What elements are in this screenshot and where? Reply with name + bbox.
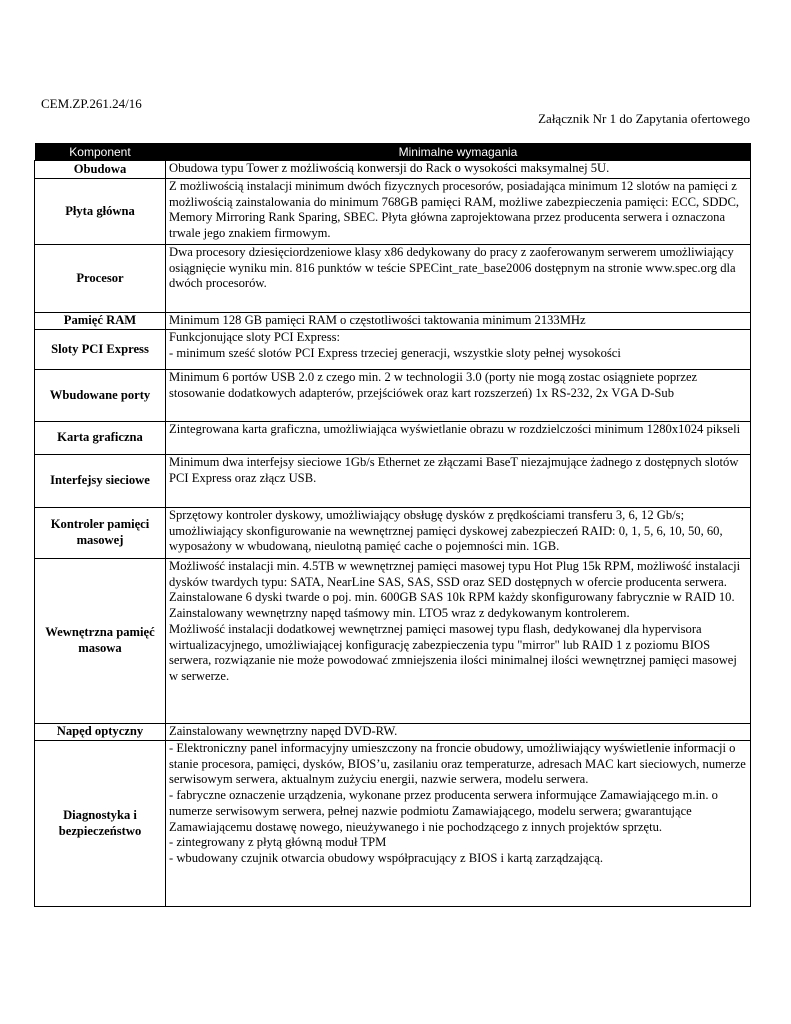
table-row (35, 559, 751, 724)
requirements-cell (166, 724, 751, 741)
requirement-text: Z możliwością instalacji minimum dwóch fizycznych procesorów, posiadająca minimum 12 slotów na pamięci z możliwością zainstalowania do minimum 768GB pamięci RAM, możliwe zabezpieczenia pamięci: ECC, SDDC, Memory Mirroring Rank Sparing, SBEC. Płyta główna zaprojektowana przez producenta serwera i oznaczona trwale jego znakiem firmowym. (169, 179, 740, 241)
requirement-text: - Elektroniczny panel informacyjny umieszczony na froncie obudowy, umożliwiający wyświetlenie informacji o stanie procesora, pamięci, dysków, BIOS’u, zasilaniu oraz temperaturze, adresach MAC kart sieciowych, numerze serwisowym serwera, aktualnym zużyciu energii, nazwie serwera, modelu serwera. (169, 741, 746, 787)
document-reference: CEM.ZP.261.24/16 (41, 96, 142, 111)
table-row (35, 455, 751, 508)
component-cell: Pamięć RAM (35, 313, 166, 330)
requirements-cell (166, 245, 751, 313)
header-requirements: Minimalne wymagania (166, 143, 751, 161)
requirement-text: Zainstalowany wewnętrzny napęd taśmowy min. LTO5 wraz z dedykowanym kontrolerem. (169, 606, 630, 621)
component-cell: Płyta główna (35, 179, 166, 245)
table-row (35, 724, 751, 741)
component-cell: Wewnętrzna pamięć masowa (35, 559, 166, 724)
table-row (35, 370, 751, 422)
requirement-text: Funkcjonujące sloty PCI Express: (169, 330, 341, 344)
requirement-text: Zainstalowany wewnętrzny napęd DVD-RW. (169, 724, 398, 738)
requirement-text: Sprzętowy kontroler dyskowy, umożliwiający obsługę dysków z prędkościami transferu 3, 6, 12 Gb/s; umożliwiający skonfigurowanie na wewnętrznej pamięci dyskowej zabezpieczeń RAID: 0, 1, 5, 6, 10, 50, 60, wyposażony w wbudowaną, nieulotną pamięć cache o pojemności min. 1GB. (169, 508, 723, 554)
requirements-cell (166, 330, 751, 370)
requirements-cell (166, 422, 751, 455)
requirement-text: Możliwość instalacji dodatkowej wewnętrznej pamięci masowej typu flash, dedykowanej dla hypervisora wirtualizacyjnego, umożliwiającej konfigurację zabezpieczenia typu "mirror" lub RAID 1 z poziomu BIOS serwera, rozwiązanie nie może powodować zmniejszenia ilości minimalnej ilości wewnętrznej pamięci masowej w serwerze. (169, 621, 737, 683)
requirement-text: - wbudowany czujnik otwarcia obudowy współpracujący z BIOS i kartą zarządzającą. (169, 850, 603, 865)
component-cell: Kontroler pamięci masowej (35, 508, 166, 559)
requirement-text: Zintegrowana karta graficzna, umożliwiająca wyświetlanie obrazu w rozdzielczości minimum 1280x1024 pikseli (169, 422, 741, 436)
requirements-cell (166, 455, 751, 508)
table-row (35, 741, 751, 907)
requirements-cell (166, 370, 751, 422)
header-component: Komponent (35, 143, 166, 161)
table-row (35, 508, 751, 559)
table-row (35, 330, 751, 370)
requirement-text: - minimum sześć slotów PCI Express trzeciej generacji, wszystkie sloty pełnej wysokości (169, 345, 621, 360)
requirement-text: Minimum dwa interfejsy sieciowe 1Gb/s Ethernet ze złączami BaseT niezajmujące żadnego z dostępnych slotów PCI Express oraz złącz USB. (169, 455, 739, 485)
requirement-text: - zintegrowany z płytą główną moduł TPM (169, 835, 387, 850)
requirement-text: - fabryczne oznaczenie urządzenia, wykonane przez producenta serwera informujące Zamawiającego m.in. o numerze serwisowym serwera, pełnej nazwie podmiotu Zamawiającego, modelu serwera; gwarantujące Zamawiającemu dostawę nowego, nieużywanego i nie pochodzącego z innych projektów sprzętu. (169, 788, 718, 834)
component-cell: Interfejsy sieciowe (35, 455, 166, 508)
component-cell: Napęd optyczny (35, 724, 166, 741)
requirements-cell (166, 179, 751, 245)
component-cell: Procesor (35, 245, 166, 313)
requirement-text: Zainstalowane 6 dyski twarde o poj. min. 600GB SAS 10k RPM każdy skonfigurowany fabrycznie w RAID 10. (169, 590, 735, 605)
table-row (35, 179, 751, 245)
requirement-text: Obudowa typu Tower z możliwością konwersji do Rack o wysokości maksymalnej 5U. (169, 161, 610, 175)
table-row (35, 422, 751, 455)
component-cell: Karta graficzna (35, 422, 166, 455)
requirements-cell (166, 559, 751, 724)
component-cell: Obudowa (35, 161, 166, 179)
requirements-cell (166, 313, 751, 330)
requirements-cell (166, 741, 751, 907)
component-cell: Diagnostyka i bezpieczeństwo (35, 741, 166, 907)
requirements-cell (166, 161, 751, 179)
requirements-cell (166, 508, 751, 559)
requirement-text: Minimum 6 portów USB 2.0 z czego min. 2 w technologii 3.0 (porty nie mogą zostac osiągniete poprzez stosowanie dodatkowych adapterów, przejściówek oraz kart rozszerzeń) 1x RS-232, 2x VGA D-Sub (169, 370, 698, 400)
table-header-row (35, 143, 751, 161)
component-cell: Wbudowane porty (35, 370, 166, 422)
annex-title: Załącznik Nr 1 do Zapytania ofertowego (538, 111, 750, 126)
component-cell: Sloty PCI Express (35, 330, 166, 370)
table-row (35, 161, 751, 179)
requirement-text: Minimum 128 GB pamięci RAM o częstotliwości taktowania minimum 2133MHz (169, 313, 586, 327)
table-row (35, 313, 751, 330)
requirements-table (34, 143, 751, 907)
table-row (35, 245, 751, 313)
requirement-text: Dwa procesory dziesięciordzeniowe klasy x86 dedykowany do pracy z zaoferowanym serwerem umożliwiający osiągnięcie wyniku min. 816 punktów w teście SPECint_rate_base2006 dostępnym na stronie www.spec.org dla dwóch procesorów. (169, 245, 736, 291)
requirement-text: Możliwość instalacji min. 4.5TB w wewnętrznej pamięci masowej typu Hot Plug 15k RPM, możliwość instalacji dysków twardych typu: SATA, NearLine SAS, SAS, SSD oraz SED dostępnych w ofercie producenta serwera. (169, 559, 741, 589)
